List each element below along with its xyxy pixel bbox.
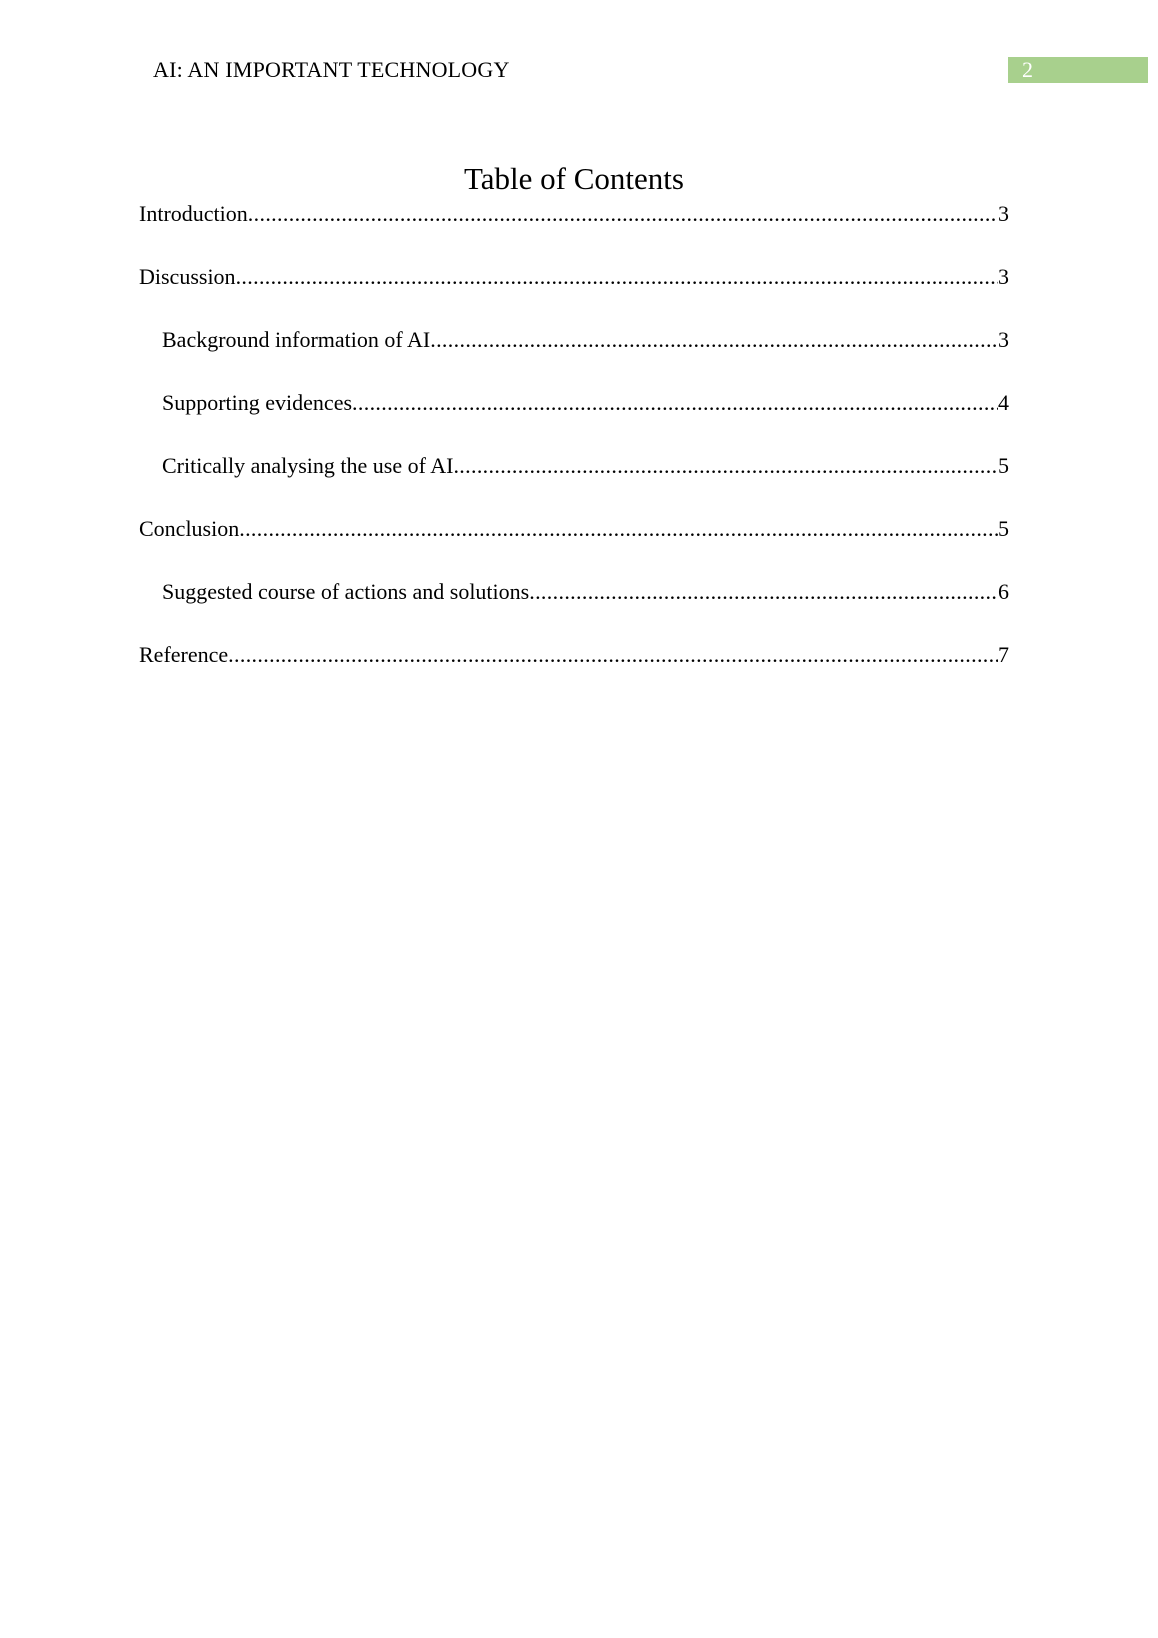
toc-dot-leader [453, 450, 998, 482]
page-number-badge [1008, 57, 1148, 83]
toc-entry-supporting-evidences[interactable] [139, 387, 1009, 450]
toc-entry-suggested-course[interactable] [139, 576, 1009, 639]
toc-entry-label: Background information of AI [162, 327, 431, 352]
toc-entry-label: Introduction [139, 201, 248, 226]
toc-dot-leader [239, 513, 998, 545]
page-number: 2 [1022, 57, 1033, 82]
toc-entry-page: 5 [998, 453, 1009, 478]
toc-entry-label: Conclusion [139, 516, 240, 541]
toc-dot-leader [529, 576, 998, 608]
toc-dot-leader [228, 639, 998, 671]
toc-entry-page: 6 [998, 579, 1009, 604]
toc-entry-critically-analysing[interactable] [139, 450, 1009, 513]
toc-entry-conclusion[interactable] [139, 513, 1009, 576]
toc-dot-leader [430, 324, 998, 356]
toc-entry-label: Reference [139, 642, 229, 667]
toc-entry-page: 3 [998, 264, 1009, 289]
toc-entry-label: Critically analysing the use of AI [162, 453, 454, 478]
toc-entry-label: Discussion [139, 264, 236, 289]
toc-entry-introduction[interactable] [139, 198, 1009, 261]
toc-dot-leader [236, 261, 998, 293]
toc-entry-label: Supporting evidences [162, 390, 353, 415]
toc-dot-leader [352, 387, 998, 419]
table-of-contents [139, 198, 1009, 702]
toc-entry-page: 5 [998, 516, 1009, 541]
toc-entry-reference[interactable] [139, 639, 1009, 702]
toc-entry-page: 3 [998, 201, 1009, 226]
toc-heading: Table of Contents [464, 161, 684, 196]
running-header-title: AI: AN IMPORTANT TECHNOLOGY [153, 57, 510, 82]
toc-entry-page: 3 [998, 327, 1009, 352]
toc-dot-leader [248, 198, 998, 230]
toc-entry-discussion[interactable] [139, 261, 1009, 324]
toc-entry-label: Suggested course of actions and solutions [162, 579, 530, 604]
toc-entry-page: 4 [998, 390, 1009, 415]
toc-entry-background-information[interactable] [139, 324, 1009, 387]
toc-entry-page: 7 [998, 642, 1009, 667]
